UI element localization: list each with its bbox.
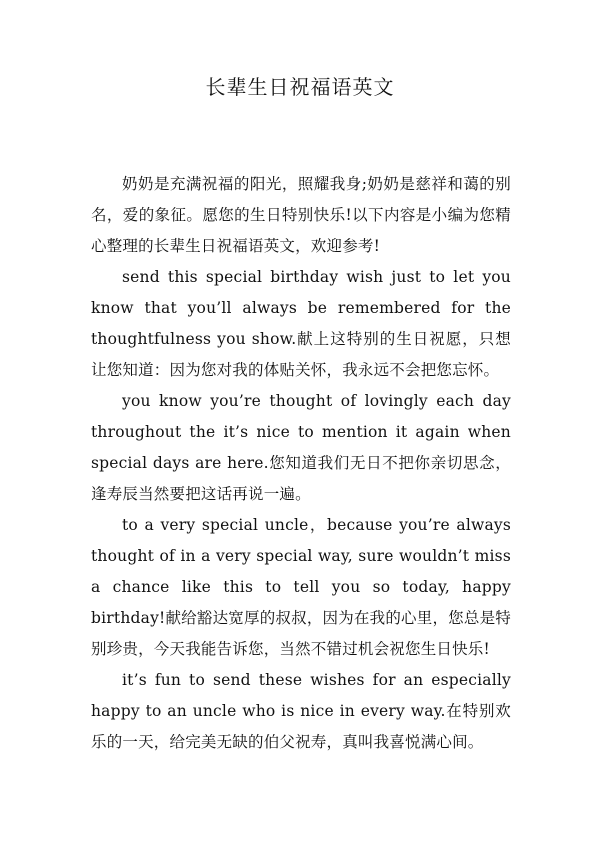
paragraph-intro: 奶奶是充满祝福的阳光，照耀我身;奶奶是慈祥和蔼的别名，爱的象征。愿您的生日特别快乐!以下内容是小编为您精心整理的长辈生日祝福语英文，欢迎参考!: [91, 175, 511, 255]
document-body: [91, 169, 511, 758]
document-title: 长辈生日祝福语英文: [205, 75, 395, 99]
paragraph-wish-3: to a very special uncle，because you’re always thought of in a very special way, sure wouldn’t miss a chance like this to tell you so today, happy birthday!献给豁达宽厚的叔叔，因为在我的心里，您总是特别珍贵，今天我能告诉您，当然不错过机会祝您生日快乐!: [91, 516, 511, 658]
paragraph-wish-2: you know you’re thought of lovingly each day throughout the it’s nice to mention it again when special days are here.您知道我们无日不把你亲切思念，逢寿辰当然要把这话再说一遍。: [91, 392, 511, 503]
paragraph-wish-1: send this special birthday wish just to let you know that you’ll always be remembered for the thoughtfulness you show.献上这特别的生日祝愿，只想让您知道：因为您对我的体贴关怀，我永远不会把您忘怀。: [91, 268, 511, 379]
paragraph-wish-4: it’s fun to send these wishes for an especially happy to an uncle who is nice in every way.在特别欢乐的一天，给完美无缺的伯父祝寿，真叫我喜悦满心间。: [91, 671, 511, 751]
